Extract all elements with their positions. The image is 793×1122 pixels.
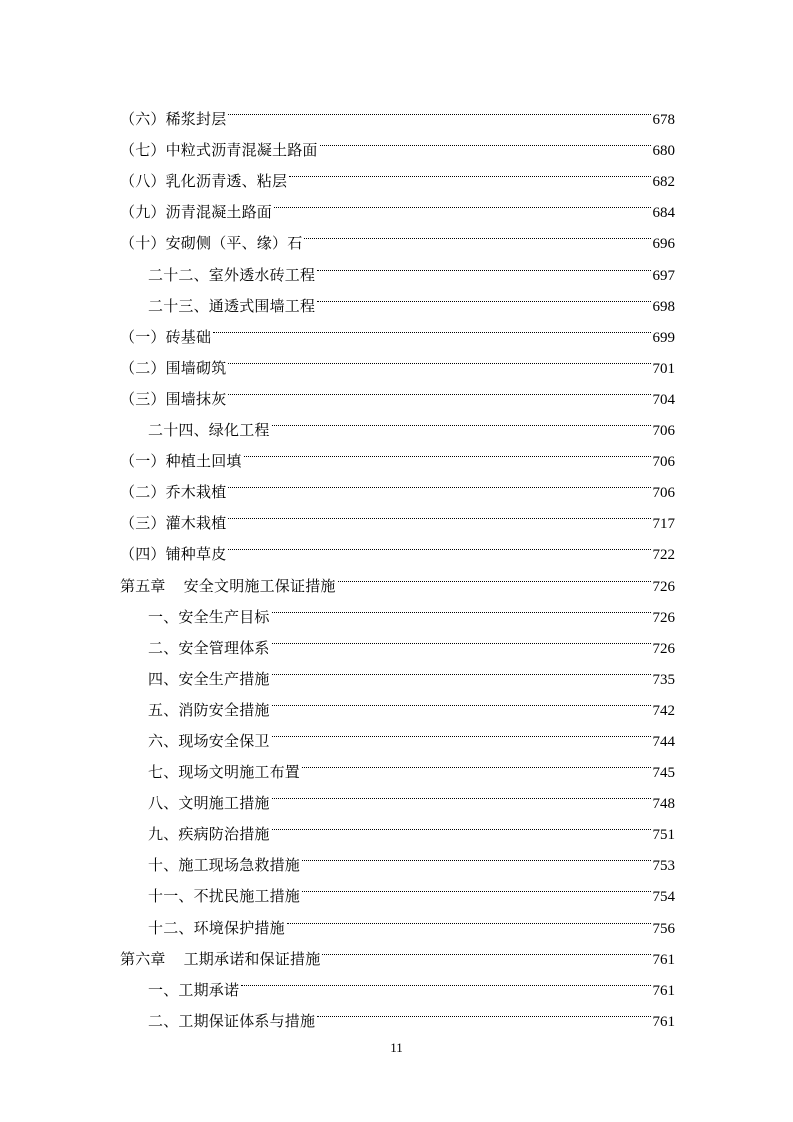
toc-entry-page: 698 — [652, 298, 675, 315]
toc-entry-page: 678 — [652, 112, 675, 129]
dot-leader — [322, 933, 650, 964]
toc-entry-page: 735 — [652, 671, 675, 688]
toc-entry-title: （一）种植土回填 — [120, 452, 242, 471]
dot-leader — [213, 311, 650, 342]
toc-entry-page: 756 — [652, 920, 675, 937]
toc-entry-title: （九）沥青混凝土路面 — [120, 203, 273, 222]
toc-entry-page: 682 — [652, 174, 675, 191]
toc-entry-page: 717 — [652, 516, 675, 533]
toc-entry-page: 761 — [652, 951, 675, 968]
toc-entry-title: （十）安砌侧（平、缘）石 — [120, 234, 303, 253]
toc-entry-title: （三）围墙抹灰 — [120, 389, 227, 408]
dot-leader — [317, 280, 650, 311]
toc-entry-page: 742 — [652, 702, 675, 719]
toc-entry-page: 754 — [652, 889, 675, 906]
dot-leader — [272, 622, 651, 653]
toc-entry-page: 753 — [652, 858, 675, 875]
toc-entry-page: 726 — [652, 609, 675, 626]
toc-entry-page: 696 — [652, 236, 675, 253]
toc-entry-page: 706 — [652, 423, 675, 440]
toc-entry-page: 751 — [652, 827, 675, 844]
dot-leader — [228, 497, 650, 528]
dot-leader — [302, 839, 650, 870]
toc-entry-title: 六、现场安全保卫 — [148, 731, 270, 750]
dot-leader — [272, 404, 651, 435]
dot-leader — [274, 186, 650, 217]
toc-entry-title: 八、文明施工措施 — [148, 794, 270, 813]
dot-leader — [228, 528, 650, 559]
toc-entry-page: 697 — [652, 267, 675, 284]
toc-entry-page: 722 — [652, 547, 675, 564]
toc-entry-title: 五、消防安全措施 — [148, 700, 270, 719]
toc-entry-page: 726 — [652, 640, 675, 657]
toc-entry-title: 二十二、室外透水砖工程 — [148, 265, 316, 284]
table-of-contents — [120, 93, 675, 1030]
toc-entry[interactable] — [120, 93, 675, 129]
toc-entry-title: 四、安全生产措施 — [148, 669, 270, 688]
dot-leader — [302, 746, 650, 777]
dot-leader — [317, 995, 650, 1026]
toc-entry-page: 748 — [652, 796, 675, 813]
dot-leader — [272, 715, 651, 746]
toc-entry-title: （七）中粒式沥青混凝土路面 — [120, 141, 318, 160]
toc-entry-title: 二、安全管理体系 — [148, 638, 270, 657]
dot-leader — [289, 155, 650, 186]
dot-leader — [272, 653, 651, 684]
toc-entry-title: 十一、不扰民施工措施 — [148, 887, 301, 906]
dot-leader — [272, 684, 651, 715]
toc-entry-page: 726 — [652, 578, 675, 595]
dot-leader — [272, 808, 651, 839]
page-number: 11 — [390, 1040, 403, 1055]
toc-entry-page: 704 — [652, 391, 675, 408]
chapter-number: 第五章 — [120, 576, 166, 595]
toc-entry-page: 680 — [652, 143, 675, 160]
toc-entry-page: 761 — [652, 982, 675, 999]
toc-entry-title: （二）围墙砌筑 — [120, 358, 227, 377]
dot-leader — [228, 373, 650, 404]
toc-entry-page: 744 — [652, 733, 675, 750]
dot-leader — [287, 901, 651, 932]
toc-entry-title: 一、安全生产目标 — [148, 607, 270, 626]
toc-entry-title: 一、工期承诺 — [148, 980, 240, 999]
toc-entry-title: 二十三、通透式围墙工程 — [148, 296, 316, 315]
toc-entry-page: 701 — [652, 360, 675, 377]
toc-entry-title: 二、工期保证体系与措施 — [148, 1011, 316, 1030]
toc-entry-page: 761 — [652, 1013, 675, 1030]
chapter-title: 安全文明施工保证措施 — [183, 576, 336, 595]
dot-leader — [272, 591, 651, 622]
toc-entry-title: 十二、环境保护措施 — [148, 918, 285, 937]
dot-leader — [304, 217, 650, 248]
toc-entry-title: （一）砖基础 — [120, 327, 212, 346]
toc-entry-title: （三）灌木栽植 — [120, 514, 227, 533]
dot-leader — [302, 870, 650, 901]
toc-entry-page: 706 — [652, 485, 675, 502]
chapter-number: 第六章 — [120, 949, 166, 968]
dot-leader — [228, 93, 650, 124]
toc-entry-title: （八）乳化沥青透、粘层 — [120, 172, 288, 191]
dot-leader — [241, 964, 650, 995]
toc-entry-title: （二）乔木栽植 — [120, 483, 227, 502]
dot-leader — [228, 342, 650, 373]
dot-leader — [272, 777, 651, 808]
toc-entry-page: 699 — [652, 329, 675, 346]
toc-entry-title: 九、疾病防治措施 — [148, 825, 270, 844]
toc-entry-title: 二十四、绿化工程 — [148, 421, 270, 440]
toc-entry-page: 684 — [652, 205, 675, 222]
dot-leader — [244, 435, 651, 466]
toc-entry-page: 706 — [652, 454, 675, 471]
dot-leader — [317, 248, 650, 279]
dot-leader — [228, 466, 650, 497]
toc-entry-title: （六）稀浆封层 — [120, 110, 227, 129]
toc-entry-title: （四）铺种草皮 — [120, 545, 227, 564]
chapter-title: 工期承诺和保证措施 — [183, 949, 321, 968]
toc-entry-title: 七、现场文明施工布置 — [148, 763, 301, 782]
toc-entry-title: 十、施工现场急救措施 — [148, 856, 301, 875]
dot-leader — [320, 124, 651, 155]
toc-entry-page: 745 — [652, 765, 675, 782]
dot-leader — [338, 559, 651, 590]
